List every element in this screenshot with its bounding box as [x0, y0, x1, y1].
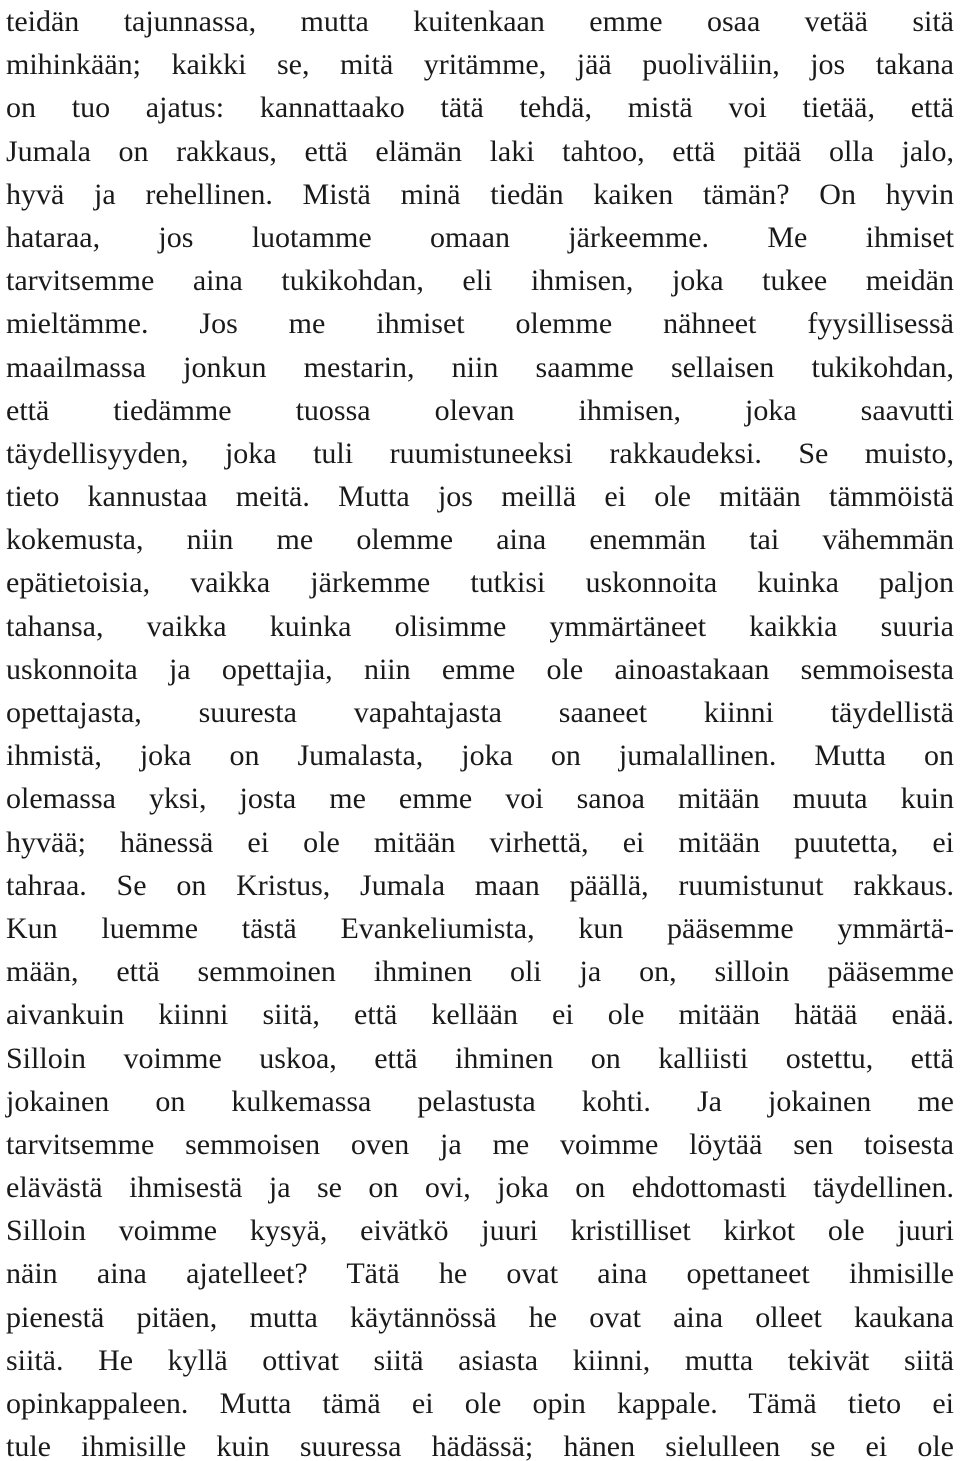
- text-line: jokainen on kulkemassa pelastusta kohti. Ja jokainen me: [6, 1084, 954, 1118]
- text-line: siitä. He kyllä ottivat siitä asiasta kiinni, mutta tekivät siitä: [6, 1343, 954, 1377]
- text-line: opinkappaleen. Mutta tämä ei ole opin kappale. Tämä tieto ei: [6, 1387, 954, 1420]
- text-line: tarvitsemme aina tukikohdan, eli ihmisen, joka tukee meidän: [6, 264, 954, 298]
- text-line: pienestä pitäen, mutta käytännössä he ovat aina olleet kaukana: [6, 1300, 954, 1334]
- text-line: ihmistä, joka on Jumalasta, joka on jumalallinen. Mutta on: [6, 739, 954, 773]
- text-line: aivankuin kiinni siitä, että kellään ei ole mitään hätää enää.: [6, 998, 954, 1032]
- text-line: tule ihmisille kuin suuressa hädässä; hänen sielulleen se ei ole: [6, 1430, 954, 1461]
- text-line: olemassa yksi, josta me emme voi sanoa mitään muuta kuin: [6, 782, 954, 816]
- text-line: mihinkään; kaikki se, mitä yritämme, jää puoliväliin, jos takana: [6, 48, 954, 82]
- text-line: mieltämme. Jos me ihmiset olemme nähneet fyysillisessä: [6, 307, 954, 341]
- text-line: hataraa, jos luotamme omaan järkeemme. Me ihmiset: [6, 220, 954, 254]
- text-line: epätietoisia, vaikka järkemme tutkisi uskonnoita kuinka paljon: [6, 566, 954, 600]
- text-line: täydellisyyden, joka tuli ruumistuneeksi rakkaudeksi. Se muisto,: [6, 436, 954, 470]
- text-line: tarvitsemme semmoisen oven ja me voimme löytää sen toisesta: [6, 1127, 954, 1161]
- text-line: näin aina ajatelleet? Tätä he ovat aina opettaneet ihmisille: [6, 1257, 954, 1291]
- text-line: Silloin voimme uskoa, että ihminen on kalliisti ostettu, että: [6, 1041, 954, 1075]
- text-line: on tuo ajatus: kannattaako tätä tehdä, mistä voi tietää, että: [6, 91, 954, 125]
- text-line: maailmassa jonkun mestarin, niin saamme sellaisen tukikohdan,: [6, 350, 954, 384]
- body-text: [6, 0, 954, 1461]
- text-line: elävästä ihmisestä ja se on ovi, joka on ehdottomasti täydellinen.: [6, 1171, 954, 1205]
- text-line: tahraa. Se on Kristus, Jumala maan päällä, ruumistunut rakkaus.: [6, 868, 954, 902]
- text-line: uskonnoita ja opettajia, niin emme ole ainoastakaan semmoisesta: [6, 652, 954, 686]
- text-line: Kun luemme tästä Evankeliumista, kun pääsemme ymmärtä-: [6, 911, 954, 945]
- text-line: kokemusta, niin me olemme aina enemmän tai vähemmän: [6, 523, 954, 557]
- text-line: teidän tajunnassa, mutta kuitenkaan emme osaa vetää sitä: [6, 5, 954, 38]
- text-line: tahansa, vaikka kuinka olisimme ymmärtäneet kaikkia suuria: [6, 609, 954, 643]
- text-line: että tiedämme tuossa olevan ihmisen, joka saavutti: [6, 393, 954, 427]
- text-line: hyvä ja rehellinen. Mistä minä tiedän kaiken tämän? On hyvin: [6, 177, 954, 211]
- text-line: Silloin voimme kysyä, eivätkö juuri kristilliset kirkot ole juuri: [6, 1214, 954, 1248]
- text-line: tieto kannustaa meitä. Mutta jos meillä ei ole mitään tämmöistä: [6, 480, 954, 514]
- text-line: Jumala on rakkaus, että elämän laki tahtoo, että pitää olla jalo,: [6, 134, 954, 168]
- text-line: mään, että semmoinen ihminen oli ja on, silloin pääsemme: [6, 955, 954, 989]
- text-line: opettajasta, suuresta vapahtajasta saaneet kiinni täydellistä: [6, 696, 954, 729]
- text-line: hyvää; hänessä ei ole mitään virhettä, ei mitään puutetta, ei: [6, 825, 954, 859]
